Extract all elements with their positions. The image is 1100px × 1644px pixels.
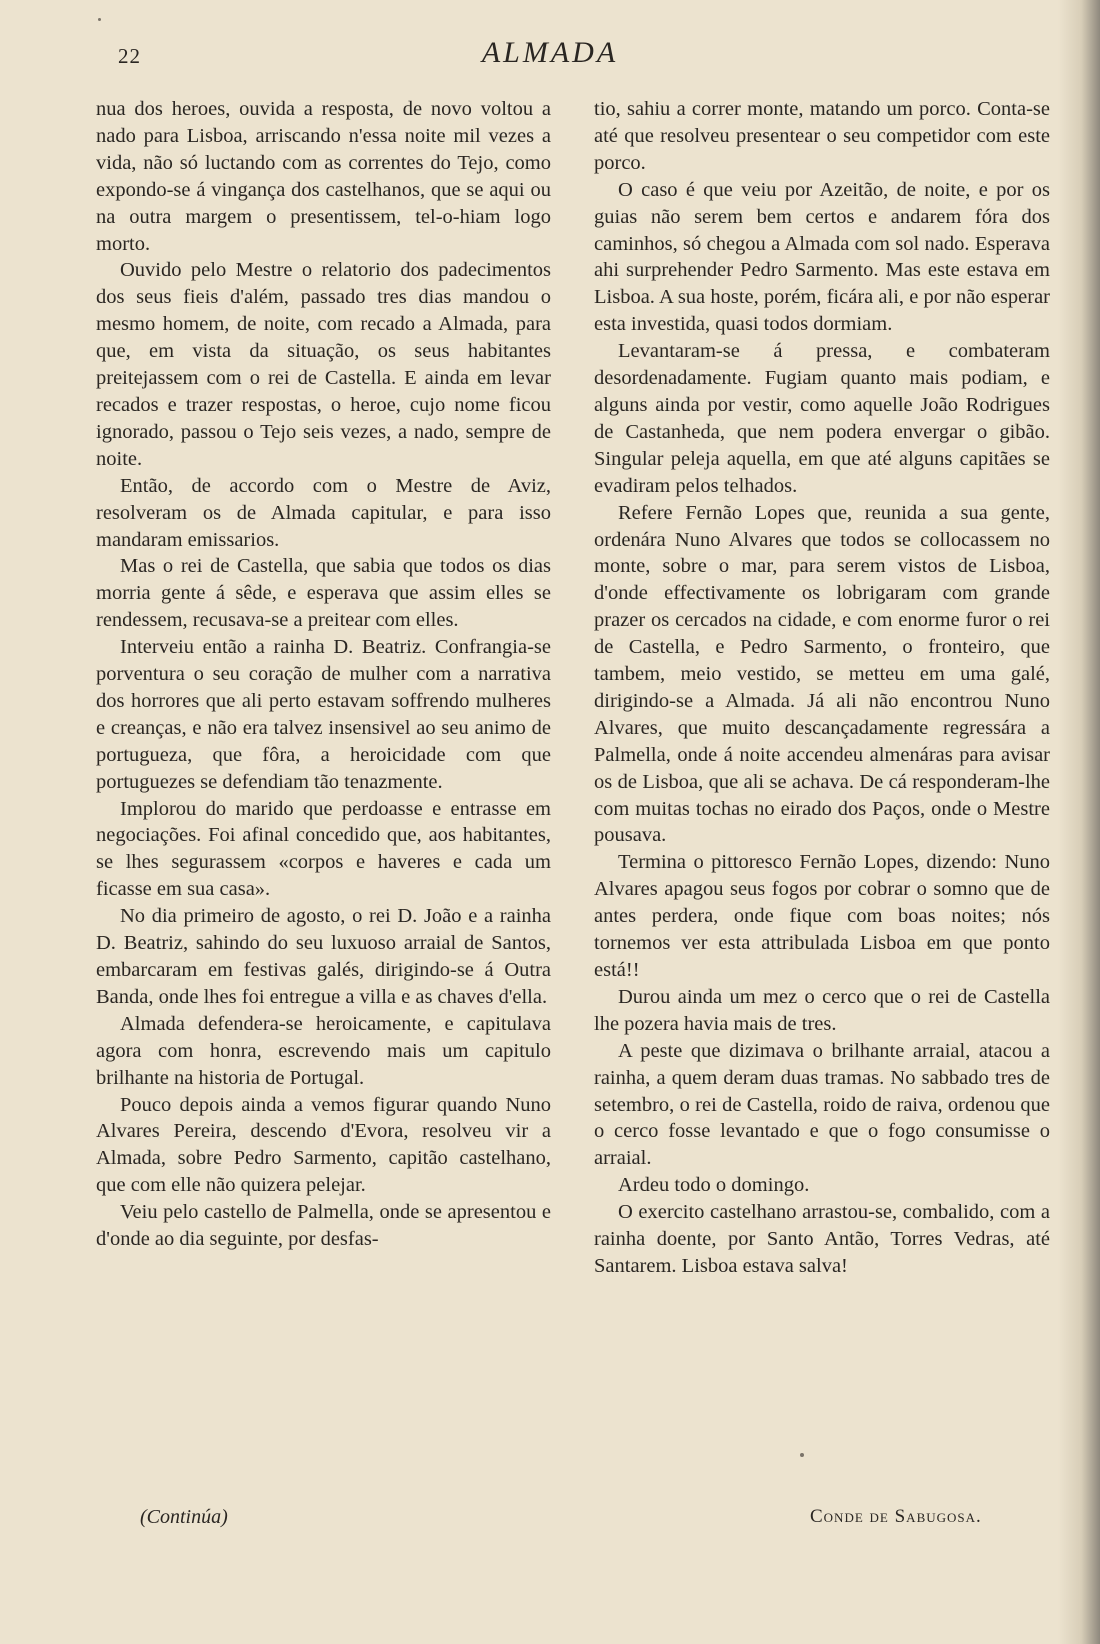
print-speck: [98, 18, 101, 21]
paragraph: Então, de accordo com o Mestre de Aviz, resolveram os de Almada capitular, e para isso mandaram emissarios.: [96, 474, 551, 551]
paragraph: Interveiu então a rainha D. Beatriz. Confrangia-se porventura o seu coração de mulher com a narrativa dos horrores que ali perto estavam soffrendo mulheres e creanças, e não era talvez insensivel ao seu animo de portugueza, que fôra, a heroicidade com que portuguezes se defendiam tão tenazmente.: [96, 636, 551, 793]
paragraph: Pouco depois ainda a vemos figurar quando Nuno Alvares Pereira, descendo d'Evora, resolveu vir a Almada, sobre Pedro Sarmento, capitão castelhano, que com elle não quizera pelejar.: [96, 1093, 551, 1197]
page-number: 22: [118, 44, 141, 68]
right-text-column: [594, 96, 1050, 1280]
paragraph: Durou ainda um mez o cerco que o rei de Castella lhe pozera havia mais de tres.: [594, 985, 1050, 1035]
paragraph: Refere Fernão Lopes que, reunida a sua gente, ordenára Nuno Alvares que todos se collocassem no monte, sobre o mar, para serem vistos de Lisboa, d'onde effectivamente os lobrigaram com grande prazer os cercados na cidade, e com enorme furor o rei de Castella, e Pedro Sarmento, o fronteiro, que tambem, meio vestido, se metteu em uma galé, dirigindo-se a Almada. Já ali não encontrou Nuno Alvares, que muito descançadamente regressára a Palmella, onde á noite accendeu almenáras para avisar os de Lisboa, que ali se achava. De cá responderam-lhe com muitas tochas no eirado dos Paços, onde o Mestre pousava.: [594, 501, 1050, 847]
print-speck: [800, 1453, 804, 1457]
paragraph: Implorou do marido que perdoasse e entrasse em negociações. Foi afinal concedido que, aos habitantes, se lhes segurassem «corpos e haveres e cada um ficasse em sua casa».: [96, 797, 551, 901]
paragraph: No dia primeiro de agosto, o rei D. João e a rainha D. Beatriz, sahindo do seu luxuoso arraial de Santos, embarcaram em festivas galés, dirigindo-se á Outra Banda, onde lhes foi entregue a villa e as chaves d'ella.: [96, 905, 551, 1008]
paragraph: Levantaram-se á pressa, e combateram desordenadamente. Fugiam quanto mais podiam, e alguns ainda por vestir, como aquelle João Rodrigues de Castanheda, que nem podera envergar o gibão. Singular peleja aquella, em que até alguns capitães se evadiram pelos telhados.: [594, 340, 1050, 497]
paragraph: A peste que dizimava o brilhante arraial, atacou a rainha, a quem deram duas tramas. No sabbado tres de setembro, o rei de Castella, roido de raiva, ordenou que o cerco fosse levantado e que o fogo consumisse o arraial.: [594, 1039, 1050, 1170]
continued-note: (Continúa): [140, 1506, 228, 1528]
paragraph: Ouvido pelo Mestre o relatorio dos padecimentos dos seus fieis d'além, passado tres dias mandou o mesmo homem, de noite, com recado a Almada, para que, em vista da situação, os seus habitantes preitejassem com o rei de Castella. E ainda em levar recados e trazer respostas, o heroe, cujo nome ficou ignorado, passou o Tejo seis vezes, a nado, sempre de noite.: [96, 259, 551, 470]
paragraph: Veiu pelo castello de Palmella, onde se apresentou e d'onde ao dia seguinte, por desfas-: [96, 1201, 551, 1251]
paragraph: Termina o pittoresco Fernão Lopes, dizendo: Nuno Alvares apagou seus fogos por cobrar o somno que de antes perdera, onde fique com boas noites; nós tornemos ver esta attribulada Lisboa em que ponto está!!: [594, 851, 1050, 981]
author-signature: Conde de Sabugosa.: [810, 1506, 982, 1527]
paragraph: Mas o rei de Castella, que sabia que todos os dias morria gente á sêde, e esperava que assim elles se rendessem, recusava-se a preitear com elles.: [96, 555, 551, 632]
paragraph: O exercito castelhano arrastou-se, combalido, com a rainha doente, por Santo Antão, Torres Vedras, até Santarem. Lisboa estava salva!: [594, 1201, 1050, 1277]
paragraph: Ardeu todo o domingo.: [618, 1174, 810, 1197]
paragraph: O caso é que veiu por Azeitão, de noite, e por os guias não serem bem certos e andarem fóra dos caminhos, só chegou a Almada com sol nado. Esperava ahi surprehender Pedro Sarmento. Mas este estava em Lisboa. A sua hoste, porém, ficára ali, e por não esperar esta investida, quasi todos dormiam.: [594, 178, 1050, 336]
paragraph: Almada defendera-se heroicamente, e capitulava agora com honra, escrevendo mais um capitulo brilhante na historia de Portugal.: [96, 1012, 551, 1089]
paragraph: tio, sahiu a correr monte, matando um porco. Conta-se até que resolveu presentear o seu competidor com este porco.: [594, 98, 1050, 174]
paragraph: nua dos heroes, ouvida a resposta, de novo voltou a nado para Lisboa, arriscando n'essa noite mil vezes a vida, não só luctando com as correntes do Tejo, como expondo-se á vingança dos castelhanos, que se aqui ou na outra margem o presentissem, tel-o-hiam logo morto.: [96, 98, 551, 255]
left-text-column: [96, 96, 551, 1253]
page-edge-shadow: [1058, 0, 1100, 1644]
running-head-title: ALMADA: [481, 36, 619, 69]
